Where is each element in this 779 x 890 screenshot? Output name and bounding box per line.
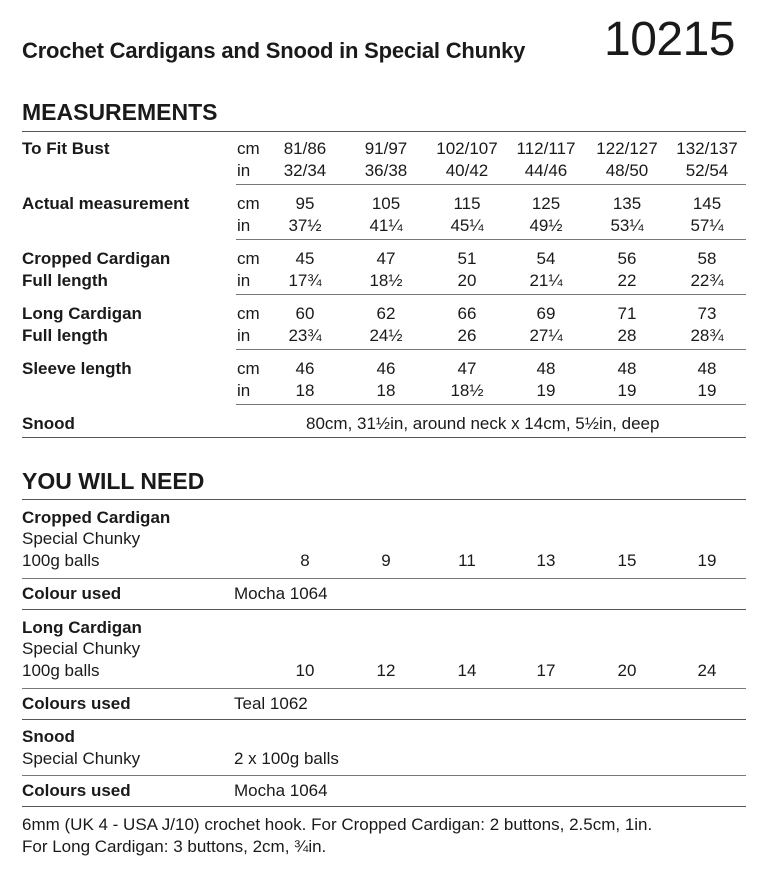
ball-count: 11	[458, 551, 476, 570]
value-in: 21¼	[529, 271, 563, 290]
ball-count: 15	[617, 551, 637, 570]
unit-cm: cm	[237, 194, 260, 213]
value-in: 36/38	[364, 161, 408, 180]
value-in: 27¼	[529, 326, 563, 345]
cropped-cardigan-title: Cropped Cardigan	[22, 508, 171, 527]
cropped-colour-value: Mocha 1064	[234, 584, 328, 603]
value-in: 19	[536, 381, 556, 400]
pattern-number: 10215	[604, 13, 735, 66]
notes-line-1: 6mm (UK 4 - USA J/10) crochet hook. For Cropped Cardigan: 2 buttons, 2.5cm, 1in.	[22, 815, 653, 834]
value-in: 28¾	[690, 326, 724, 345]
value-cm: 51	[457, 249, 477, 268]
unit-in: in	[237, 271, 251, 290]
value-in: 18	[376, 381, 396, 400]
value-cm: 62	[376, 304, 396, 323]
value-cm: 47	[376, 249, 396, 268]
ball-count: 9	[381, 551, 391, 570]
row-label: To Fit Bust	[22, 139, 110, 158]
page-title: Crochet Cardigans and Snood in Special Chunky	[22, 38, 526, 63]
unit-cm: cm	[237, 304, 260, 323]
snood-amount: 2 x 100g balls	[234, 749, 339, 768]
divider	[236, 184, 746, 185]
row-label: Long Cardigan	[22, 304, 142, 323]
value-cm: 48	[536, 359, 556, 378]
value-cm: 105	[371, 194, 401, 213]
value-in: 26	[457, 326, 477, 345]
long-yarn: Special Chunky	[22, 639, 141, 658]
value-cm: 73	[697, 304, 717, 323]
value-cm: 48	[617, 359, 637, 378]
long-balls-label: 100g balls	[22, 661, 100, 680]
ball-count: 13	[536, 551, 556, 570]
divider	[22, 688, 746, 689]
divider	[236, 294, 746, 295]
divider	[22, 437, 746, 438]
ball-count: 8	[300, 551, 310, 570]
value-cm: 58	[697, 249, 717, 268]
cropped-balls-label: 100g balls	[22, 551, 100, 570]
ball-count: 19	[697, 551, 717, 570]
divider	[22, 131, 746, 132]
unit-in: in	[237, 161, 251, 180]
ball-count: 24	[697, 661, 717, 680]
snood-colour-label: Colours used	[22, 781, 131, 800]
ball-count: 20	[617, 661, 637, 680]
row-sublabel: Full length	[22, 326, 108, 345]
value-in: 32/34	[283, 161, 327, 180]
unit-cm: cm	[237, 139, 260, 158]
value-cm: 69	[536, 304, 556, 323]
value-in: 24½	[369, 326, 403, 345]
value-in: 18½	[369, 271, 403, 290]
value-in: 52/54	[685, 161, 729, 180]
value-in: 37½	[288, 216, 322, 235]
value-in: 18	[295, 381, 315, 400]
value-cm: 46	[295, 359, 315, 378]
value-in: 18½	[450, 381, 484, 400]
value-cm: 115	[453, 194, 481, 213]
value-cm: 66	[457, 304, 477, 323]
divider	[22, 609, 746, 610]
divider	[22, 775, 746, 776]
notes-line-2: For Long Cardigan: 3 buttons, 2cm, ¾in.	[22, 837, 327, 856]
you-will-need-heading: YOU WILL NEED	[22, 468, 205, 494]
unit-in: in	[237, 216, 251, 235]
value-in: 20	[457, 271, 477, 290]
value-cm: 122/127	[596, 139, 658, 158]
value-cm: 125	[531, 194, 561, 213]
value-cm: 71	[617, 304, 637, 323]
value-in: 49½	[529, 216, 563, 235]
unit-cm: cm	[237, 249, 260, 268]
value-in: 57¼	[690, 216, 724, 235]
value-cm: 56	[617, 249, 637, 268]
value-in: 48/50	[605, 161, 649, 180]
snood-title: Snood	[22, 727, 75, 746]
value-cm: 46	[376, 359, 396, 378]
row-label: Sleeve length	[22, 359, 132, 378]
value-cm: 60	[295, 304, 315, 323]
cropped-yarn: Special Chunky	[22, 529, 141, 548]
measurements-heading: MEASUREMENTS	[22, 99, 218, 125]
divider	[22, 806, 746, 807]
long-cardigan-title: Long Cardigan	[22, 618, 142, 637]
divider	[236, 404, 746, 405]
value-cm: 112/117	[516, 139, 576, 158]
snood-dimensions: 80cm, 31½in, around neck x 14cm, 5½in, deep	[306, 414, 660, 433]
snood-colour-value: Mocha 1064	[234, 781, 328, 800]
value-cm: 102/107	[436, 139, 498, 158]
ball-count: 10	[295, 661, 315, 680]
value-cm: 81/86	[283, 139, 327, 158]
value-in: 22¾	[690, 271, 724, 290]
value-in: 28	[617, 326, 637, 345]
value-in: 19	[697, 381, 717, 400]
ball-count: 14	[457, 661, 477, 680]
value-cm: 48	[697, 359, 717, 378]
value-cm: 95	[295, 194, 315, 213]
value-cm: 145	[692, 194, 722, 213]
cropped-colour-label: Colour used	[22, 584, 122, 603]
long-colour-label: Colours used	[22, 694, 131, 713]
snood-label: Snood	[22, 414, 75, 433]
ball-count: 12	[376, 661, 396, 680]
value-cm: 135	[612, 194, 642, 213]
ball-count: 17	[536, 661, 556, 680]
divider	[236, 349, 746, 350]
divider	[22, 719, 746, 720]
value-in: 19	[617, 381, 637, 400]
long-colour-value: Teal 1062	[234, 694, 308, 713]
value-cm: 45	[295, 249, 315, 268]
value-in: 44/46	[524, 161, 568, 180]
value-in: 41¼	[369, 216, 403, 235]
unit-cm: cm	[237, 359, 260, 378]
value-in: 22	[617, 271, 637, 290]
value-in: 40/42	[445, 161, 489, 180]
unit-in: in	[237, 326, 251, 345]
value-cm: 91/97	[364, 139, 408, 158]
snood-yarn: Special Chunky	[22, 749, 141, 768]
divider	[22, 578, 746, 579]
value-in: 53¼	[610, 216, 644, 235]
row-sublabel: Full length	[22, 271, 108, 290]
unit-in: in	[237, 381, 251, 400]
value-cm: 54	[536, 249, 556, 268]
divider	[236, 239, 746, 240]
value-cm: 132/137	[676, 139, 738, 158]
value-in: 45¼	[450, 216, 484, 235]
value-in: 17¾	[288, 271, 322, 290]
row-label: Actual measurement	[22, 194, 190, 213]
row-label: Cropped Cardigan	[22, 249, 171, 268]
value-cm: 47	[457, 359, 477, 378]
value-in: 23¾	[288, 326, 322, 345]
divider	[22, 499, 746, 500]
